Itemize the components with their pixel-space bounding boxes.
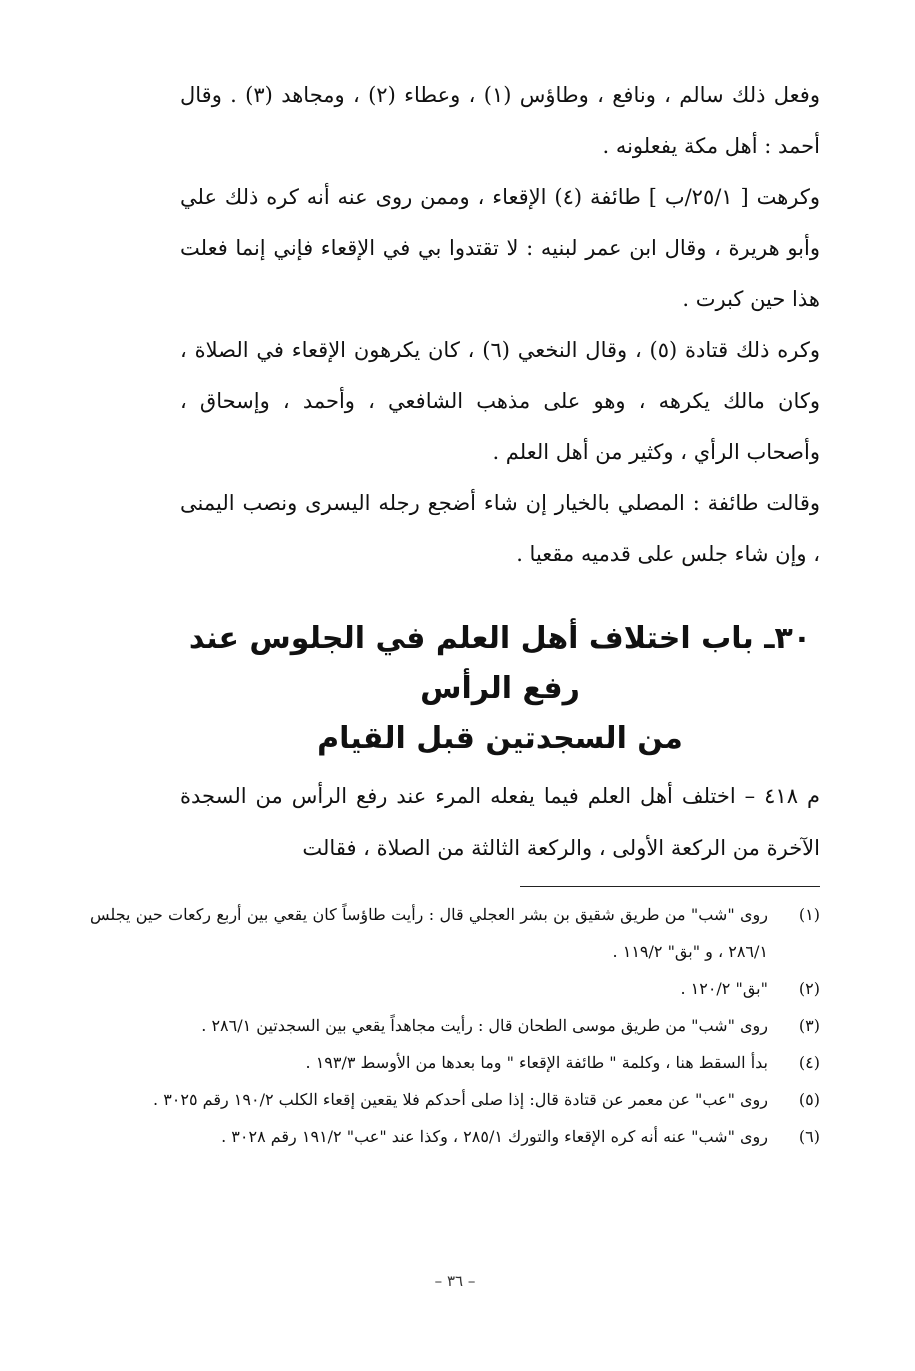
paragraph: وكره ذلك قتادة (٥) ، وقال النخعي (٦) ، كان يكرهون الإقعاء في الصلاة ، وكان مالك يكرهه ، وهو على مذهب الشافعي ، وأحمد ، وإسحاق ، وأصحاب الرأي ، وكثير من أهل العلم . <box>180 338 820 464</box>
footnote-number: (٣) <box>798 1016 820 1035</box>
paragraph: وفعل ذلك سالم ، ونافع ، وطاؤس (١) ، وعطاء (٢) ، ومجاهد (٣) . وقال أحمد : أهل مكة يفعلونه . <box>180 83 820 158</box>
chapter-heading-line: ٣٠ـ باب اختلاف أهل العلم في الجلوس عند رفع الرأس <box>188 621 812 706</box>
main-text <box>180 70 820 580</box>
chapter-heading <box>180 614 820 764</box>
page-number: – ٣٦ – <box>434 1272 476 1290</box>
footnote <box>90 896 820 970</box>
footnote-text: روى "شب" من طريق موسى الطحان قال : رأيت مجاهداً يقعي بين السجدتين ٢٨٦/١ . <box>201 1016 768 1035</box>
footnote <box>90 1007 820 1044</box>
footnote <box>90 1118 820 1155</box>
section-text <box>180 770 820 874</box>
footnote-divider <box>520 886 820 887</box>
footnote-number: (١) <box>798 905 820 924</box>
footnote-text: روى "عب" عن معمر عن قتادة قال: إذا صلى أحدكم فلا يقعين إقعاء الكلب ١٩٠/٢ رقم ٣٠٢٥ . <box>153 1090 768 1109</box>
footnote-text: "بق" ١٢٠/٢ . <box>680 979 768 998</box>
paragraph: وقالت طائفة : المصلي بالخيار إن شاء أضجع رجله اليسرى ونصب اليمنى ، وإن شاء جلس على قدميه مقعيا . <box>180 491 820 566</box>
footnote-text: روى "شب" عنه أنه كره الإقعاء والتورك ٢٨٥/١ ، وكذا عند "عب" ١٩١/٢ رقم ٣٠٢٨ . <box>221 1127 768 1146</box>
footnote-number: (٥) <box>798 1090 820 1109</box>
book-page <box>90 0 820 1371</box>
footnote <box>90 1044 820 1081</box>
footnote <box>90 970 820 1007</box>
paragraph: وكرهت [ ٢٥/١/ب ] طائفة (٤) الإقعاء ، وممن روى عنه أنه كره ذلك علي وأبو هريرة ، وقال ابن عمر لبنيه : لا تقتدوا بي في الإقعاء فإني إنما فعلت هذا حين كبرت . <box>180 185 820 311</box>
chapter-heading-line: من السجدتين قبل القيام <box>317 721 683 756</box>
footnote-number: (٢) <box>798 979 820 998</box>
footnote-text: بدأ السقط هنا ، وكلمة " طائفة الإقعاء " وما بعدها من الأوسط ١٩٣/٣ . <box>305 1053 768 1072</box>
footnotes <box>90 896 820 1155</box>
footnote-text: روى "شب" من طريق شقيق بن بشر العجلي قال : رأيت طاؤساً كان يقعي بين أربع ركعات حين يجلس ٢٨٦/١ ، و "بق" ١١٩/٢ . <box>90 905 768 961</box>
footnote-number: (٦) <box>798 1127 820 1146</box>
footnote-number: (٤) <box>798 1053 820 1072</box>
footnote <box>90 1081 820 1118</box>
paragraph: م ٤١٨ – اختلف أهل العلم فيما يفعله المرء عند رفع الرأس من السجدة الآخرة من الركعة الأولى ، والركعة الثالثة من الصلاة ، فقالت <box>180 784 820 860</box>
